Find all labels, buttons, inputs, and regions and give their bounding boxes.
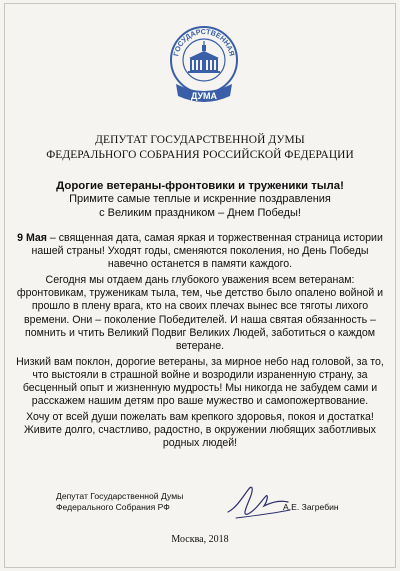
emblem-bottom-text: ДУМА xyxy=(190,91,218,101)
paragraph-3: Низкий вам поклон, дорогие ветераны, за мирное небо над головой, за то, что выстояли в страшной войне и возродили израненную страну, за бесценный опыт и жизненную мудрость! Мы никогда не забудем сами и расскажем нашим детям про ваше мужество и самопожертвование. xyxy=(16,355,384,408)
emblem-top-text: ГОСУДАРСТВЕННАЯ xyxy=(171,26,237,57)
letter-body xyxy=(14,232,386,454)
letterhead xyxy=(0,133,400,163)
greeting-line-2: с Великим праздником – Днем Победы! xyxy=(99,206,301,219)
paragraph-4: Хочу от всей души пожелать вам крепкого здоровья, покоя и достатка! Живите долго, счастливо, радостно, в окружении любящих заботливых родных людей! xyxy=(24,411,376,450)
letterhead-line-1: ДЕПУТАТ ГОСУДАРСТВЕННОЙ ДУМЫ xyxy=(95,134,305,146)
paragraph-1 xyxy=(14,232,386,271)
paragraph-1-text: – священная дата, самая яркая и торжественная страница истории нашей страны! Уходят годы, сменяются поколения, но День Победы навечно останется в памяти каждого. xyxy=(31,232,383,271)
state-duma-emblem-logo xyxy=(168,14,240,112)
signatory-title-line-1: Депутат Государственной Думы xyxy=(56,491,184,501)
salutation: Дорогие ветераны-фронтовики и труженики тыла! xyxy=(56,180,344,192)
greeting-block xyxy=(0,180,400,220)
signatory-title-line-2: Федерального Собрания РФ xyxy=(56,502,170,512)
place-and-year: Москва, 2018 xyxy=(171,534,229,545)
signatory-title xyxy=(56,491,183,513)
victory-date: 9 Мая xyxy=(17,232,47,244)
letterhead-line-2: ФЕДЕРАЛЬНОГО СОБРАНИЯ РОССИЙСКОЙ ФЕДЕРАЦИИ xyxy=(46,149,354,161)
handwritten-signature xyxy=(222,478,294,522)
greeting-line-1: Примите самые теплые и искренние поздравления xyxy=(69,193,331,206)
paragraph-2: Сегодня мы отдаем дань глубокого уважения всем ветеранам: фронтовикам, труженикам тыла, тем, чье детство было опалено войной и прошло в плену врага, кто на своих плечах вынес все тяготы лихого времени. Они – поколение Победителей. И наша святая обязанность – помнить и чтить Великий Подвиг Великих Людей, заботиться о каждом ветеране. xyxy=(16,274,384,352)
signatory-name: А.Е. Загребин xyxy=(283,502,339,512)
